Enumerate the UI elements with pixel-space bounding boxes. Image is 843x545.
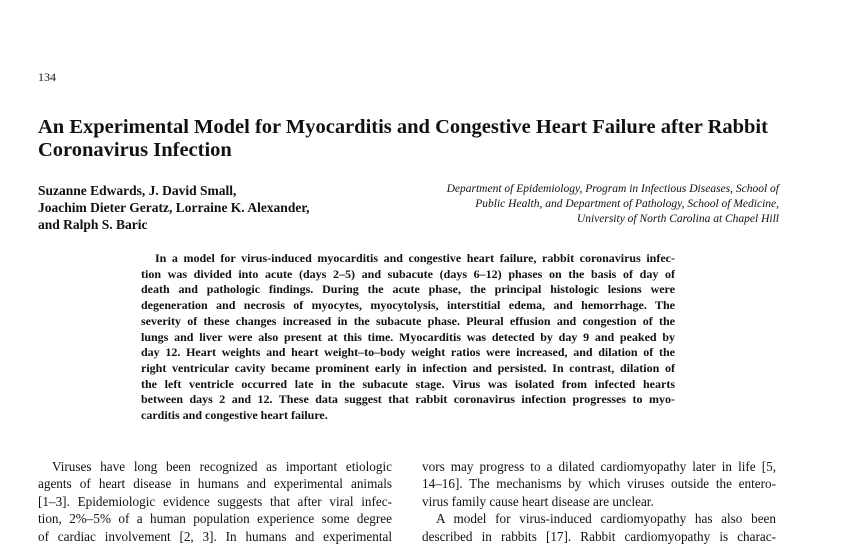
body-line: vors may progress to a dilated cardiomyopathy later in life [5, (422, 459, 776, 474)
body-line: A model for virus-induced cardiomyopathy has also been (436, 511, 776, 527)
body-line: tion, 2%–5% of a human population experience some degree (38, 511, 392, 527)
body-line: [1–3]. Epidemiologic evidence suggests that after viral infec- (38, 493, 392, 509)
abstract-line: between days 2 and 12. These data suggest that rabbit coronavirus infection progresses to myo- (141, 392, 675, 407)
author-line: Joachim Dieter Geratz, Lorraine K. Alexander, (38, 200, 310, 215)
author-list (38, 182, 309, 233)
body-line: 14–16]. The mechanisms by which viruses outside the entero- (422, 476, 776, 492)
affiliation-line: University of North Carolina at Chapel Hill (576, 213, 779, 225)
body-line: described in rabbits [17]. Rabbit cardiomyopathy is charac- (422, 528, 776, 544)
author-line: and Ralph S. Baric (38, 217, 148, 232)
abstract-line: carditis and congestive heart failure. (141, 408, 328, 423)
abstract-line: day 12. Heart weights and heart weight–to–body weight ratios were increased, and dilation of the (141, 345, 675, 360)
body-line: agents of heart disease in humans and experimental animals (38, 476, 392, 492)
author-line: Suzanne Edwards, J. David Small, (38, 183, 237, 198)
body-line: of cardiac involvement [2, 3]. In humans and experimental (38, 528, 392, 544)
body-column-right (422, 458, 776, 545)
affiliation (447, 182, 779, 227)
affiliation-line: Department of Epidemiology, Program in Infectious Diseases, School of (446, 183, 779, 195)
abstract-line: lungs and liver were also present at this time. Myocarditis was detected by day 9 and peaked by (141, 329, 675, 344)
abstract-line: severity of these changes increased in the subacute phase. Pleural effusion and congestion of the (141, 313, 675, 328)
abstract-line: the left ventricle occurred late in the subacute stage. Virus was isolated from infected hearts (141, 376, 675, 391)
abstract-line: death and pathologic findings. During the acute phase, the principal histologic lesions were (141, 282, 675, 297)
abstract-line: tion was divided into acute (days 2–5) and subacute (days 6–12) phases on the basis of day of (141, 266, 675, 281)
abstract-line: In a model for virus-induced myocarditis and congestive heart failure, rabbit coronavirus infec- (155, 251, 675, 265)
abstract (141, 251, 675, 424)
page-number: 134 (38, 70, 56, 84)
body-line: Viruses have long been recognized as important etiologic (52, 459, 392, 474)
abstract-line: right ventricular cavity became prominent early in infection and persisted. In contrast, dilation of (141, 360, 675, 375)
affiliation-line: Public Health, and Department of Pathology, School of Medicine, (475, 198, 779, 210)
body-line: virus family cause heart disease are unclear. (422, 493, 654, 509)
body-column-left (38, 458, 392, 545)
article-title: An Experimental Model for Myocarditis and Congestive Heart Failure after Rabbit Coronavirus Infection (38, 116, 768, 161)
abstract-line: degeneration and necrosis of myocytes, myocytolysis, interstitial edema, and hemorrhage. The (141, 298, 675, 313)
